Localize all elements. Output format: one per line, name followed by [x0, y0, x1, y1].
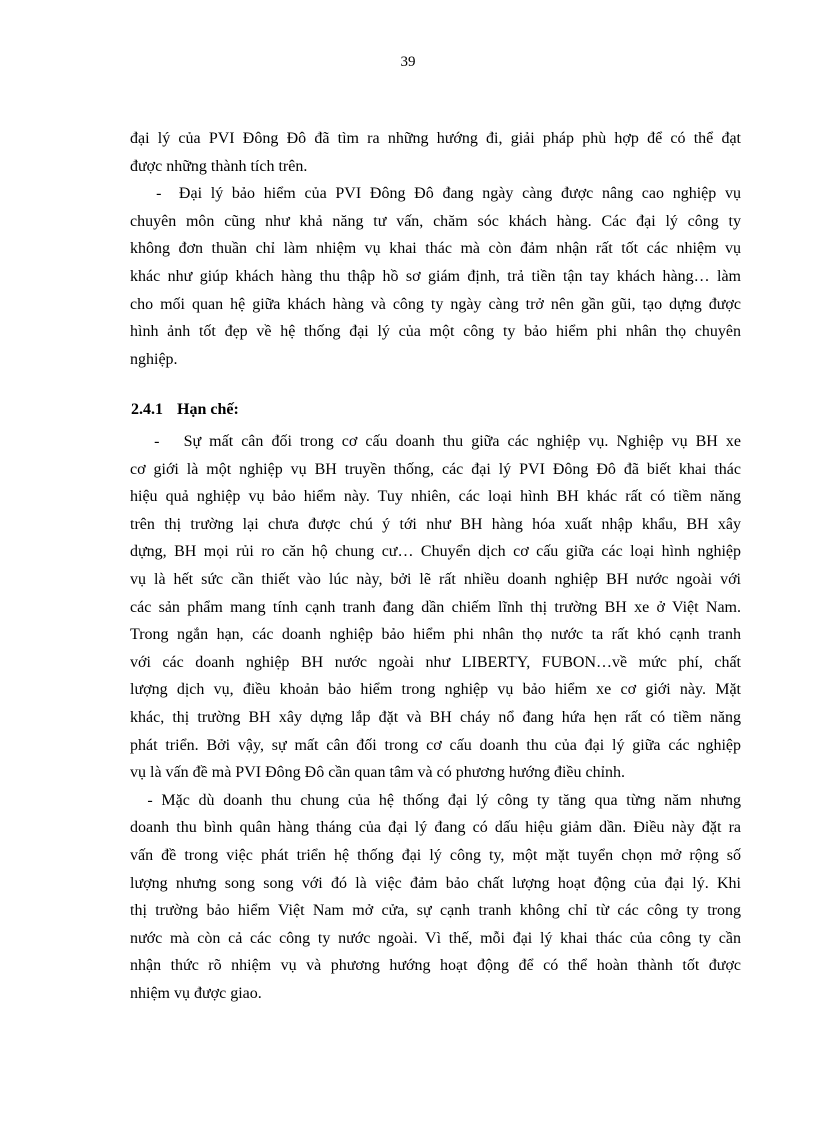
text-line: nhận thức rõ nhiệm vụ và phương hướng hoạt động để có thể hoàn thành tốt được	[130, 957, 741, 975]
text-line: nghiệp.	[130, 350, 178, 368]
paragraph-block-2	[130, 428, 741, 1007]
text-line: được những thành tích trên.	[130, 157, 308, 175]
text-line: không đơn thuần chỉ làm nhiệm vụ khai thác mà còn đảm nhận rất tốt các nhiệm vụ	[130, 240, 741, 258]
text-line: thị trường bảo hiểm Việt Nam mở cửa, sự cạnh tranh không chỉ từ các công ty trong	[130, 902, 741, 920]
section-number: 2.4.1	[131, 401, 163, 418]
text-line: các sản phẩm mang tính cạnh tranh đang dần chiếm lĩnh thị trường BH xe ở Việt Nam.	[130, 598, 741, 616]
text-line: trên thị trường lại chưa được chú ý tới như BH hàng hóa xuất nhập khẩu, BH xây	[130, 515, 741, 533]
text-line: vụ là hết sức cần thiết vào lúc này, bởi lẽ rất nhiều doanh nghiệp BH nước ngoài với	[130, 570, 741, 588]
text-line: nhiệm vụ được giao.	[130, 984, 262, 1002]
text-line: vấn đề trong việc phát triển hệ thống đại lý công ty, một mặt tuyển chọn mở rộng số	[130, 846, 741, 864]
text-line: phát triển. Bởi vậy, sự mất cân đối trong cơ cấu doanh thu của đại lý giữa các nghiệp	[130, 736, 741, 754]
text-line: - Sự mất cân đối trong cơ cấu doanh thu giữa các nghiệp vụ. Nghiệp vụ BH xe	[130, 433, 741, 450]
text-line: Trong ngắn hạn, các doanh nghiệp bảo hiểm phi nhân thọ nước ta rất khó cạnh tranh	[130, 626, 741, 644]
text-line: đại lý của PVI Đông Đô đã tìm ra những hướng đi, giải pháp phù hợp để có thể đạt	[130, 130, 741, 147]
text-line: dựng, BH mọi rủi ro căn hộ chung cư… Chuyển dịch cơ cấu giữa các loại hình nghiệp	[130, 543, 741, 561]
section-title: Hạn chế:	[177, 401, 239, 418]
text-line: vụ là vấn đề mà PVI Đông Đô cần quan tâm và có phương hướng điều chỉnh.	[130, 764, 626, 782]
section-heading	[131, 401, 239, 419]
text-line: - Đại lý bảo hiểm của PVI Đông Đô đang ngày càng được nâng cao nghiệp vụ	[130, 185, 741, 203]
text-line: - Mặc dù doanh thu chung của hệ thống đại lý công ty tăng qua từng năm nhưng	[130, 791, 741, 809]
text-line: cho mối quan hệ giữa khách hàng và công ty ngày càng trở nên gần gũi, tạo dựng được	[130, 295, 741, 313]
text-line: hình ảnh tốt đẹp về hệ thống đại lý của một công ty bảo hiểm phi nhân thọ chuyên	[130, 323, 741, 341]
text-line: khác như giúp khách hàng thu thập hồ sơ giám định, trả tiền tận tay khách hàng… làm	[130, 267, 741, 285]
text-line: doanh thu bình quân hàng tháng của đại lý đang có dấu hiệu giảm dần. Điều này đặt ra	[130, 819, 741, 837]
text-line: cơ giới là một nghiệp vụ BH truyền thống, các đại lý PVI Đông Đô đã biết khai thác	[130, 460, 741, 478]
paragraph-block-1	[130, 125, 741, 373]
text-line: khác, thị trường BH xây dựng lắp đặt và BH cháy nổ đang hứa hẹn rất có tiềm năng	[130, 708, 741, 726]
text-line: chuyên môn cũng như khả năng tư vấn, chăm sóc khách hàng. Các đại lý công ty	[130, 212, 741, 230]
text-line: với các doanh nghiệp BH nước ngoài như LIBERTY, FUBON…về mức phí, chất	[130, 653, 741, 671]
text-line: lượng dịch vụ, điều khoản bảo hiểm trong nghiệp vụ bảo hiểm xe cơ giới này. Mặt	[130, 681, 741, 699]
page-number: 39	[400, 54, 416, 70]
text-line: lượng nhưng song song với đó là việc đảm bảo chất lượng hoạt động của đại lý. Khi	[130, 874, 741, 892]
text-line: nước mà còn cả các công ty nước ngoài. Vì thế, mỗi đại lý khai thác của công ty cần	[130, 929, 741, 947]
text-line: hiệu quả nghiệp vụ bảo hiểm này. Tuy nhiên, các loại hình BH khác rất có tiềm năng	[130, 488, 741, 506]
